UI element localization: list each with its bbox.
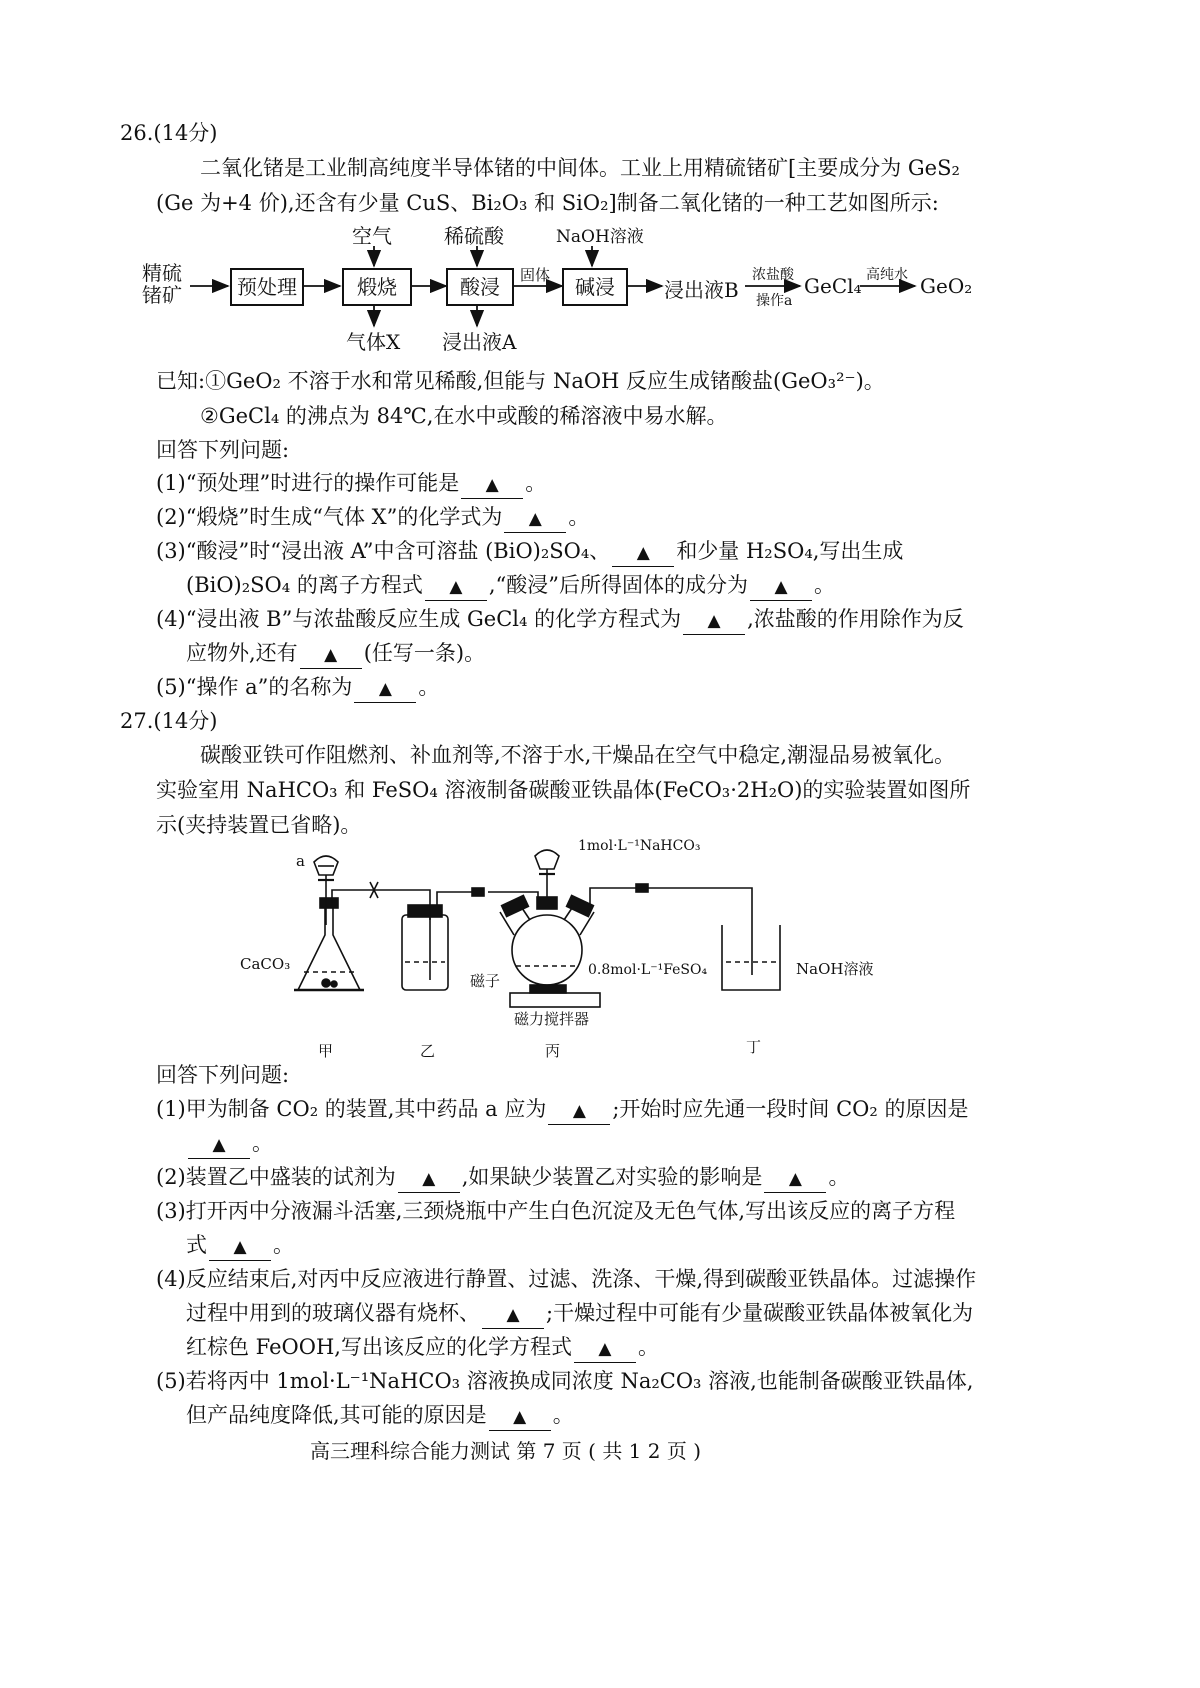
answer-blank[interactable]: ▲	[750, 574, 812, 601]
q27-part2: (2)装置乙中盛装的试剂为 ▲ ,如果缺少装置乙对实验的影响是 ▲ 。	[156, 1162, 849, 1193]
label-stirrer: 磁力搅拌器	[514, 1010, 590, 1028]
q26-number: 26.(14分)	[120, 121, 218, 145]
label-magnet: 磁子	[470, 972, 501, 990]
flow-label-conc-hcl: 浓盐酸	[752, 267, 794, 283]
answer-blank[interactable]: ▲	[489, 1404, 551, 1431]
q26-answer-intro: 回答下列问题:	[156, 438, 290, 462]
q27-part1-line2: ▲ 。	[186, 1128, 273, 1159]
page-footer: 高三理科综合能力测试 第 7 页 ( 共 1 2 页 )	[310, 1439, 701, 1463]
flow-input-dilute-h2so4: 稀硫酸	[444, 224, 504, 248]
label-reagent-a: a	[296, 852, 305, 870]
q26-part5: (5)“操作 a”的名称为 ▲ 。	[156, 672, 439, 703]
q27-number: 27.(14分)	[120, 709, 218, 733]
answer-blank[interactable]: ▲	[188, 1132, 250, 1159]
q27-part4-line2: 过程中用到的玻璃仪器有烧杯、 ▲ ;干燥过程中可能有少量碳酸亚铁晶体被氧化为	[186, 1298, 973, 1329]
q26-intro-line1: 二氧化锗是工业制高纯度半导体锗的中间体。工业上用精硫锗矿[主要成分为 GeS₂	[200, 156, 960, 180]
flow-label-pure-water: 高纯水	[866, 267, 908, 283]
label-device-ding: 丁	[746, 1038, 762, 1056]
q27-intro-line3: 示(夹持装置已省略)。	[156, 813, 362, 837]
answer-blank[interactable]: ▲	[425, 574, 487, 601]
q26-intro-line2: (Ge 为+4 价),还含有少量 CuS、Bi₂O₃ 和 SiO₂]制备二氧化锗的一种工艺如图所示:	[156, 191, 939, 215]
q27-part5-line1: (5)若将丙中 1mol·L⁻¹NaHCO₃ 溶液换成同浓度 Na₂CO₃ 溶液,也能制备碳酸亚铁晶体,	[156, 1369, 974, 1393]
label-nahco3: 1mol·L⁻¹NaHCO₃	[578, 838, 701, 854]
flow-input-air: 空气	[352, 224, 392, 248]
q26-part4-line1: (4)“浸出液 B”与浓盐酸反应生成 GeCl₄ 的化学方程式为 ▲ ,浓盐酸的作用除作为反	[156, 604, 964, 635]
answer-blank[interactable]: ▲	[461, 472, 523, 499]
q27-intro-line1: 碳酸亚铁可作阻燃剂、补血剂等,不溶于水,干燥品在空气中稳定,潮湿品易被氧化。	[200, 743, 956, 767]
q26-known-2: ②GeCl₄ 的沸点为 84℃,在水中或酸的稀溶液中易水解。	[200, 404, 728, 428]
q26-part4-line2: 应物外,还有 ▲ (任写一条)。	[186, 638, 485, 669]
answer-blank[interactable]: ▲	[482, 1302, 544, 1329]
answer-blank[interactable]: ▲	[354, 676, 416, 703]
flow-output-liquid-a: 浸出液A	[442, 330, 517, 354]
q27-intro-line2: 实验室用 NaHCO₃ 和 FeSO₄ 溶液制备碳酸亚铁晶体(FeCO₃·2H₂O)的实验装置如图所	[156, 778, 971, 802]
q26-part3-line1: (3)“酸浸”时“浸出液 A”中含可溶盐 (BiO)₂SO₄、 ▲ 和少量 H₂SO₄,写出生成	[156, 536, 903, 567]
label-feso4: 0.8mol·L⁻¹FeSO₄	[588, 962, 708, 978]
q27-part1-line1: (1)甲为制备 CO₂ 的装置,其中药品 a 应为 ▲ ;开始时应先通一段时间 CO₂ 的原因是	[156, 1094, 969, 1125]
q27-part4-line3: 红棕色 FeOOH,写出该反应的化学方程式 ▲ 。	[186, 1332, 659, 1363]
q26-part2: (2)“煅烧”时生成“气体 X”的化学式为 ▲ 。	[156, 502, 589, 533]
answer-blank[interactable]: ▲	[398, 1166, 460, 1193]
label-device-yi: 乙	[420, 1042, 436, 1060]
label-device-bing: 丙	[545, 1042, 561, 1060]
answer-blank[interactable]: ▲	[683, 608, 745, 635]
answer-blank[interactable]: ▲	[504, 506, 566, 533]
q27-part3-line2: 式 ▲ 。	[186, 1230, 294, 1261]
flow-step-pretreat: 预处理	[230, 268, 304, 306]
flow-step-calcine: 煅烧	[342, 268, 412, 306]
flow-output-gas-x: 气体X	[346, 330, 401, 354]
q27-answer-intro: 回答下列问题:	[156, 1063, 290, 1087]
flow-start-ore: 精硫 锗矿	[142, 261, 182, 307]
flow-liquid-b: 浸出液B	[664, 278, 739, 302]
label-device-jia: 甲	[318, 1042, 334, 1060]
q27-part4-line1: (4)反应结束后,对丙中反应液进行静置、过滤、洗涤、干燥,得到碳酸亚铁晶体。过滤操作	[156, 1267, 977, 1291]
answer-blank[interactable]: ▲	[300, 642, 362, 669]
flow-input-naoh: NaOH溶液	[556, 227, 644, 247]
flow-step-alkali-leach: 碱浸	[562, 268, 628, 306]
answer-blank[interactable]: ▲	[574, 1336, 636, 1363]
flow-gecl4: GeCl₄	[804, 274, 862, 298]
label-caco3: CaCO₃	[240, 955, 291, 973]
answer-blank[interactable]: ▲	[209, 1234, 271, 1261]
flow-geo2: GeO₂	[920, 274, 973, 298]
q27-part5-line2: 但产品纯度降低,其可能的原因是 ▲ 。	[186, 1400, 574, 1431]
answer-blank[interactable]: ▲	[612, 540, 674, 567]
q26-known-1: 已知:①GeO₂ 不溶于水和常见稀酸,但能与 NaOH 反应生成锗酸盐(GeO₃²⁻)。	[156, 369, 885, 393]
flow-step-acid-leach: 酸浸	[446, 268, 514, 306]
q27-part3-line1: (3)打开丙中分液漏斗活塞,三颈烧瓶中产生白色沉淀及无色气体,写出该反应的离子方程	[156, 1199, 956, 1223]
q26-part1: (1)“预处理”时进行的操作可能是 ▲ 。	[156, 468, 546, 499]
answer-blank[interactable]: ▲	[548, 1098, 610, 1125]
q26-part3-line2: (BiO)₂SO₄ 的离子方程式 ▲ ,“酸浸”后所得固体的成分为 ▲ 。	[186, 570, 835, 601]
flow-label-operation-a: 操作a	[756, 293, 793, 309]
flow-label-solid: 固体	[520, 266, 551, 284]
answer-blank[interactable]: ▲	[764, 1166, 826, 1193]
label-naoh-solution: NaOH溶液	[796, 960, 874, 978]
